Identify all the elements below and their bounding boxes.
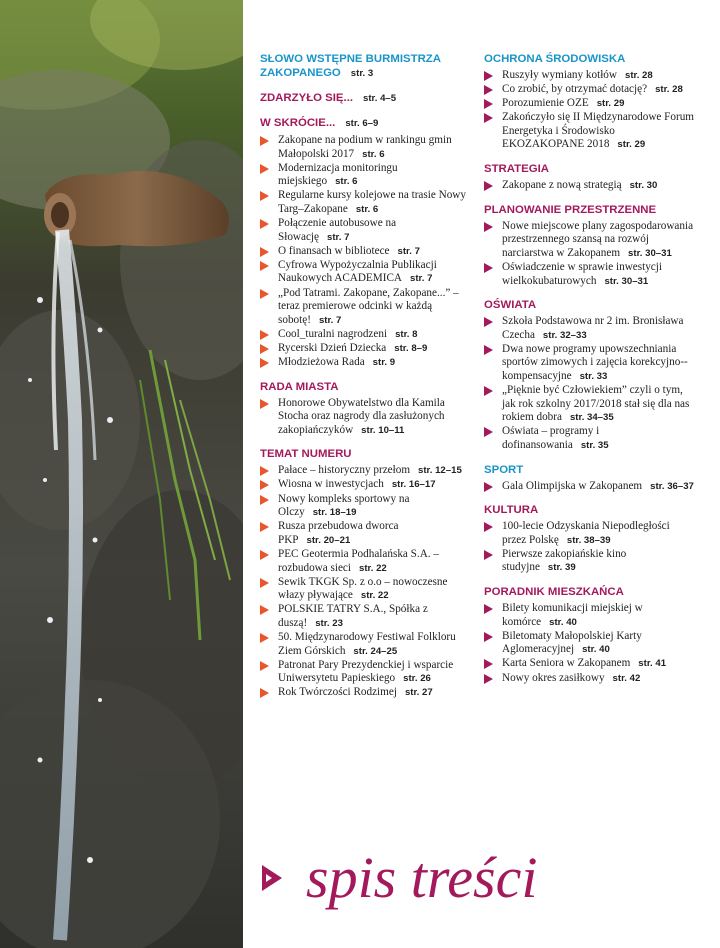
section-page-ref: str. 3 (350, 68, 374, 79)
entry-text: Zakopane na podium w rankingu gmin Małopolski 2017 (278, 134, 452, 160)
toc-entry[interactable] (484, 83, 694, 97)
entry-text: Rusza przebudowa dworca PKP (278, 520, 399, 546)
toc-entry[interactable] (260, 189, 470, 216)
toc-entry[interactable] (484, 602, 694, 629)
entry-text: „Pięknie być Człowiekiem” czyli o tym, jak rok szkolny 2017/2018 stał się dla nas rokiem dobra (502, 384, 690, 424)
arrow-right-icon (484, 674, 493, 684)
arrow-right-icon (484, 222, 493, 232)
entry-text: Młodzieżowa Rada (278, 356, 365, 368)
toc-entry[interactable] (260, 686, 470, 700)
entry-text: Cyfrowa Wypożyczalnia Publikacji Naukowych ACADEMICA (278, 258, 437, 285)
section-title (484, 162, 694, 176)
entry-text: Patronat Pary Prezydenckiej i wsparcie Uniwersytetu Papieskiego (278, 658, 454, 685)
entry-text: 100-lecie Odzyskania Niepodległości przez Polskę (502, 520, 670, 546)
toc-section (484, 298, 694, 452)
entry-text: Bilety komunikacji miejskiej w komórce (502, 602, 643, 628)
entry-text: Oświata – programy i dofinansowania (502, 425, 600, 451)
arrow-right-icon (260, 633, 269, 643)
toc-entry[interactable] (260, 217, 470, 244)
entry-list (484, 179, 694, 193)
arrow-right-icon (484, 659, 493, 669)
entry-text: Gala Olimpijska w Zakopanem (502, 479, 643, 492)
entry-list (260, 397, 470, 438)
entry-list (260, 464, 470, 700)
entry-text: Nowy kompleks sportowy na Olczy (278, 492, 410, 519)
entry-text: Honorowe Obywatelstwo dla Kamila Stocha oraz nagrody dla zasłużonych zakopiańczyków (278, 396, 445, 436)
toc-entry[interactable] (260, 631, 470, 658)
toc-entry[interactable] (484, 343, 694, 384)
entry-page-ref: str. 7 (318, 314, 342, 326)
toc-entry[interactable] (260, 493, 470, 520)
toc-entry[interactable] (484, 111, 694, 152)
section-title-text: PLANOWANIE PRZESTRZENNE (484, 203, 657, 216)
arrow-right-icon (260, 191, 269, 201)
toc-entry[interactable] (484, 630, 694, 657)
arrow-right-icon (484, 550, 493, 560)
entry-page-ref: str. 30–31 (628, 247, 672, 259)
entry-page-ref: str. 28 (624, 70, 653, 81)
toc-entry[interactable] (484, 69, 694, 83)
entry-page-ref: str. 27 (404, 687, 433, 699)
toc-entry[interactable] (484, 672, 694, 686)
entry-text: Rycerski Dzień Dziecka (278, 341, 387, 354)
toc-entry[interactable] (260, 520, 470, 547)
arrow-right-icon (484, 345, 493, 355)
entry-text: Modernizacja monitoringu miejskiego (278, 161, 398, 188)
arrow-right-icon (260, 466, 269, 476)
arrow-right-icon (260, 578, 269, 588)
entry-text: Cool_turalni nagrodzeni (278, 327, 388, 340)
entry-page-ref: str. 29 (617, 139, 646, 151)
entry-text: Nowe miejscowe plany zagospodarowania przestrzennego szansą na rozwój narciarstwa w Zakopanem (502, 219, 694, 259)
section-title (484, 463, 694, 477)
entry-text: Karta Seniora w Zakopanem (502, 657, 631, 670)
arrow-right-icon (260, 605, 269, 615)
arrow-right-icon (484, 99, 493, 109)
toc-entry[interactable] (260, 259, 470, 286)
arrow-right-icon (260, 358, 269, 368)
entry-text: Pierwsze zakopiańskie kino studyjne (502, 547, 627, 574)
entry-page-ref: str. 7 (397, 245, 420, 257)
toc-section (484, 52, 694, 152)
toc-entry[interactable] (484, 97, 694, 111)
entry-page-ref: str. 40 (549, 616, 577, 628)
entry-list (484, 602, 694, 685)
section-title (484, 203, 694, 217)
section-title (484, 503, 694, 517)
entry-page-ref: str. 8–9 (394, 342, 428, 354)
arrow-right-icon (260, 247, 269, 257)
section-title-text: ZDARZYŁO SIĘ... (260, 92, 354, 104)
entry-page-ref: str. 24–25 (353, 645, 398, 657)
arrow-right-icon (260, 289, 269, 299)
toc-entry[interactable] (260, 356, 470, 370)
entry-page-ref: str. 8 (395, 328, 418, 340)
arrow-right-icon (484, 85, 493, 95)
section-title (260, 116, 470, 131)
toc-section (484, 203, 694, 288)
toc-entry[interactable] (260, 397, 470, 438)
entry-page-ref: str. 16–17 (391, 479, 436, 491)
toc-section (484, 585, 694, 685)
arrow-right-icon (260, 261, 269, 271)
entry-text: Dwa nowe programy upowszechniania sportów zimowych i zajęcia korekcyjno--kompensacyjne (502, 342, 688, 382)
toc-entry[interactable] (260, 576, 470, 603)
entry-text: Połączenie autobusowe na Słowację (278, 217, 397, 243)
arrow-right-icon (484, 71, 493, 81)
toc-entry[interactable] (484, 548, 694, 575)
entry-text: Ruszyły wymiany kotłów (502, 69, 617, 81)
toc-section (260, 116, 470, 370)
entry-text: Szkoła Podstawowa nr 2 im. Bronisława Czecha (502, 315, 684, 341)
toc-entry[interactable] (260, 328, 470, 342)
entry-page-ref: str. 22 (360, 590, 389, 602)
toc-entry[interactable] (484, 220, 694, 261)
entry-text: 50. Międzynarodowy Festiwal Folkloru Ziem Górskich (278, 631, 456, 657)
arrow-right-icon (484, 427, 493, 437)
entry-list (484, 480, 694, 494)
section-title-text: KULTURA (484, 504, 539, 517)
entry-page-ref: str. 23 (315, 617, 343, 629)
entry-page-ref: str. 18–19 (312, 507, 357, 519)
entry-page-ref: str. 6 (355, 203, 379, 215)
entry-page-ref: str. 9 (372, 357, 396, 368)
arrow-right-icon (260, 495, 269, 505)
toc-column-right (484, 52, 694, 695)
entry-text: Rok Twórczości Rodzimej (278, 686, 397, 699)
entry-list (484, 520, 694, 575)
section-title-text: OŚWIATA (484, 299, 537, 312)
toc-entry[interactable] (484, 261, 694, 288)
entry-list (484, 315, 694, 452)
entry-list (484, 220, 694, 288)
section-title (484, 585, 694, 599)
arrow-right-icon (260, 661, 269, 671)
arrow-right-icon (260, 522, 269, 532)
toc-entry[interactable] (260, 478, 470, 492)
entry-page-ref: str. 30–31 (604, 275, 649, 287)
section-page-ref: str. 6–9 (345, 118, 379, 129)
arrow-right-icon (260, 480, 269, 490)
toc-entry[interactable] (484, 520, 694, 547)
section-page-ref: str. 4–5 (363, 93, 397, 104)
entry-text: Pałace – historyczny przełom (278, 464, 411, 477)
section-title-text: SŁOWO WSTĘPNE BURMISTRZA ZAKOPANEGO (260, 53, 441, 79)
toc-entry[interactable] (260, 464, 470, 478)
toc-section (260, 447, 470, 700)
toc-section (484, 503, 694, 575)
arrow-right-icon (260, 550, 269, 560)
section-title-text: PORADNIK MIESZKAŃCA (484, 586, 624, 599)
toc-entry[interactable] (484, 179, 694, 193)
entry-page-ref: str. 12–15 (418, 465, 462, 477)
entry-page-ref: str. 10–11 (361, 424, 405, 436)
toc-entry[interactable] (260, 603, 470, 630)
toc-entry[interactable] (484, 480, 694, 494)
entry-page-ref: str. 42 (612, 672, 641, 684)
arrow-right-icon (484, 386, 493, 396)
section-title-text: SPORT (484, 463, 524, 476)
toc-entry[interactable] (484, 425, 694, 452)
toc-section (260, 52, 470, 81)
entry-page-ref: str. 39 (547, 562, 576, 574)
section-title-text: TEMAT NUMERU (260, 448, 352, 461)
section-title (260, 380, 470, 394)
entry-page-ref: str. 40 (582, 644, 610, 656)
entry-text: Wiosna w inwestycjach (278, 478, 384, 491)
toc-section (260, 380, 470, 438)
toc-section (260, 91, 470, 106)
arrow-right-icon (484, 317, 493, 327)
toc-entry[interactable] (260, 342, 470, 356)
page-title-text: spis treści (306, 845, 538, 910)
toc-entry[interactable] (260, 245, 470, 259)
arrow-right-icon (484, 604, 493, 614)
entry-page-ref: str. 33 (579, 371, 608, 382)
entry-page-ref: str. 30 (629, 180, 658, 192)
entry-page-ref: str. 20–21 (306, 534, 351, 546)
entry-page-ref: str. 38–39 (566, 534, 611, 546)
arrow-right-icon (260, 399, 269, 409)
section-title (260, 52, 470, 81)
entry-text: O finansach w bibliotece (278, 244, 390, 257)
entry-page-ref: str. 26 (403, 673, 431, 685)
entry-text: Co zrobić, by otrzymać dotację? (502, 83, 648, 96)
entry-page-ref: str. 32–33 (542, 329, 587, 341)
section-title (484, 298, 694, 312)
cover-photo-water-spout (0, 0, 243, 948)
entry-text: Regularne kursy kolejowe na trasie Nowy Targ–Zakopane (278, 189, 466, 215)
entry-text: Oświadczenie w sprawie inwestycji wielkokubaturowych (502, 260, 662, 287)
entry-text: Zakończyło się II Międzynarodowe Forum Energetyka i Środowisko EKOZAKOPANE 2018 (502, 111, 694, 151)
section-title-text: RADA MIASTA (260, 380, 339, 393)
toc-entry[interactable] (484, 657, 694, 671)
entry-text: „Pod Tatrami. Zakopane, Zakopane...” – teraz premierowe odcinki w każdą sobotę! (278, 286, 459, 326)
section-title-text: OCHRONA ŚRODOWISKA (484, 53, 626, 65)
toc-entry[interactable] (260, 162, 470, 189)
arrow-right-icon (484, 181, 493, 191)
arrow-right-icon (484, 632, 493, 642)
entry-list (484, 69, 694, 152)
toc-entry[interactable] (260, 548, 470, 575)
chevron-right-icon (262, 865, 282, 891)
entry-text: Sewik TKGK Sp. z o.o – nowoczesne włazy pływające (278, 575, 448, 602)
arrow-right-icon (484, 263, 493, 273)
toc-column-left (260, 52, 470, 710)
entry-text: Biletomaty Małopolskiej Karty Aglomeracyjnej (502, 629, 642, 656)
arrow-right-icon (260, 330, 269, 340)
entry-page-ref: str. 28 (655, 84, 683, 96)
toc-entry[interactable] (484, 315, 694, 342)
section-title (260, 447, 470, 461)
entry-text: POLSKIE TATRY S.A., Spółka z duszą! (278, 603, 428, 629)
entry-page-ref: str. 35 (580, 439, 609, 451)
section-title-text: STRATEGIA (484, 163, 549, 176)
toc-entry[interactable] (260, 659, 470, 686)
arrow-right-icon (484, 113, 493, 123)
arrow-right-icon (260, 219, 269, 229)
section-title (260, 91, 470, 106)
entry-text: Nowy okres zasiłkowy (502, 671, 605, 684)
toc-section (484, 162, 694, 193)
arrow-right-icon (260, 344, 269, 354)
toc-entry[interactable] (484, 384, 694, 425)
entry-list (260, 134, 470, 370)
toc-section (484, 463, 694, 494)
arrow-right-icon (260, 136, 269, 146)
entry-text: Porozumienie OZE (502, 97, 589, 110)
entry-text: PEC Geotermia Podhalańska S.A. – rozbudowa sieci (278, 547, 439, 574)
entry-text: Zakopane z nową strategią (502, 179, 622, 192)
toc-entry[interactable] (260, 287, 470, 328)
entry-page-ref: str. 22 (359, 562, 387, 574)
arrow-right-icon (260, 688, 269, 698)
arrow-right-icon (484, 522, 493, 532)
entry-page-ref: str. 7 (410, 273, 433, 285)
entry-page-ref: str. 7 (327, 231, 350, 243)
arrow-right-icon (260, 164, 269, 174)
toc-entry[interactable] (260, 134, 470, 161)
entry-page-ref: str. 29 (596, 98, 625, 110)
entry-page-ref: str. 34–35 (569, 412, 614, 424)
arrow-right-icon (484, 482, 493, 492)
section-title-text: W SKRÓCIE... (260, 117, 336, 129)
section-title (484, 52, 694, 66)
entry-page-ref: str. 6 (335, 176, 358, 188)
entry-page-ref: str. 36–37 (650, 480, 694, 492)
entry-page-ref: str. 6 (362, 148, 385, 160)
entry-page-ref: str. 41 (638, 658, 667, 670)
